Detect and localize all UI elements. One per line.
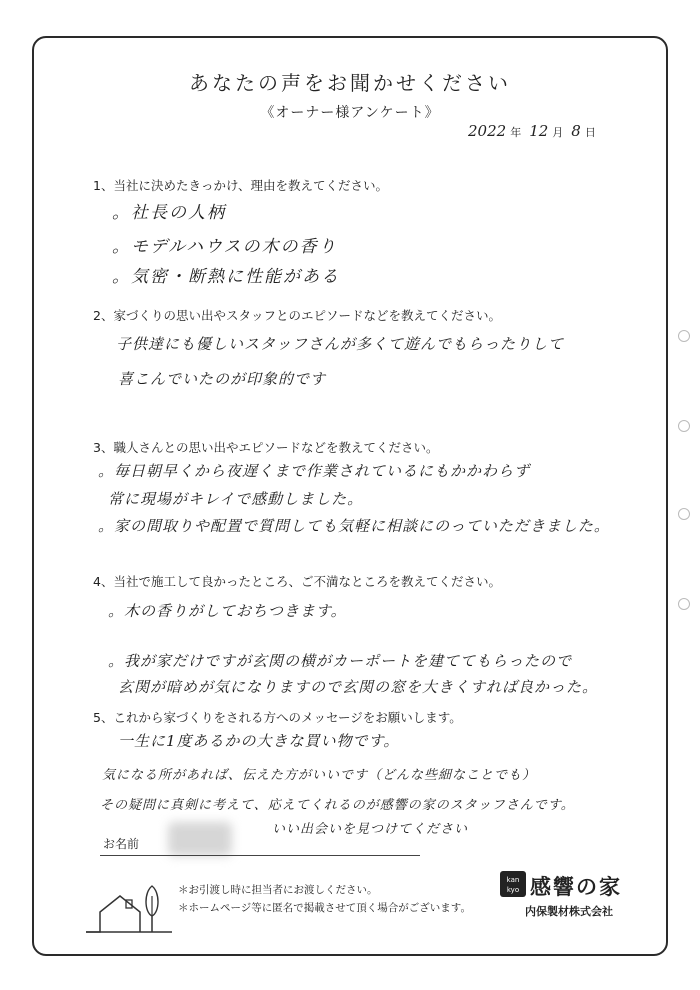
date-month: 12 [529, 122, 549, 140]
answer-3-line-1: 。毎日朝早くから夜遅くまで作業されているにもかかわらず [98, 462, 531, 480]
brand-name: 感響の家 [530, 874, 622, 899]
date-field: 2022 年 12 月 8 日 [468, 122, 596, 140]
redacted-name [168, 822, 232, 856]
page-subtitle: 《オーナー様アンケート》 [260, 105, 440, 121]
answer-4-line-1: 。木の香りがしておちつきます。 [108, 602, 347, 620]
answer-4-line-3: 玄関が暗めが気になりますので玄関の窓を大きくすれば良かった。 [118, 678, 599, 696]
page-title: あなたの声をお聞かせください [189, 71, 511, 95]
answer-1-line-1: 。社長の人柄 [112, 203, 226, 223]
company-logo-icon [500, 871, 526, 897]
answer-5-line-3: その疑問に真剣に考えて、応えてくれるのが感響の家のスタッフさんです。 [100, 798, 575, 813]
house-icon [86, 882, 176, 934]
question-3-label: 3、職人さんとの思い出やエピソードなどを教えてください。 [93, 440, 439, 455]
company-name: 内保製材株式会社 [525, 905, 613, 918]
date-day: 8 [571, 122, 581, 140]
svg-text:kyo: kyo [506, 886, 520, 894]
question-5-label: 5、これから家づくりをされる方へのメッセージをお願いします。 [93, 710, 462, 725]
answer-5-line-2: 気になる所があれば、伝えた方がいいです（どんな些細なことでも） [102, 768, 537, 783]
answer-3-line-3: 。家の間取りや配置で質問しても気軽に相談にのっていただきました。 [98, 517, 610, 535]
question-2-label: 2、家づくりの思い出やスタッフとのエピソードなどを教えてください。 [93, 308, 501, 323]
footer-note-2: ＊ホームページ等に匿名で掲載させて頂く場合がございます。 [178, 902, 471, 914]
answer-2-line-2: 喜こんでいたのが印象的です [118, 370, 327, 388]
question-1-label: 1、当社に決めたきっかけ、理由を教えてください。 [93, 178, 388, 193]
svg-text:kan: kan [506, 876, 520, 884]
answer-4-line-2: 。我が家だけですが玄関の横がカーポートを建ててもらったので [108, 652, 573, 670]
date-year: 2022 [468, 122, 507, 140]
answer-5-line-1: 一生に1度あるかの大きな買い物です。 [118, 732, 400, 750]
footer-note-1: ＊お引渡し時に担当者にお渡しください。 [178, 884, 378, 896]
answer-3-line-2: 常に現場がキレイで感動しました。 [108, 490, 364, 508]
answer-1-line-3: 。気密・断熱に性能がある [112, 267, 340, 287]
name-underline [100, 855, 420, 856]
question-4-label: 4、当社で施工して良かったところ、ご不満なところを教えてください。 [93, 574, 501, 589]
answer-1-line-2: 。モデルハウスの木の香り [112, 237, 338, 257]
answer-2-line-1: 子供達にも優しいスタッフさんが多くて遊んでもらったりして [116, 335, 565, 353]
answer-5-line-4: いい出会いを見つけてください [272, 822, 469, 837]
name-field-label: お名前 [103, 837, 140, 851]
